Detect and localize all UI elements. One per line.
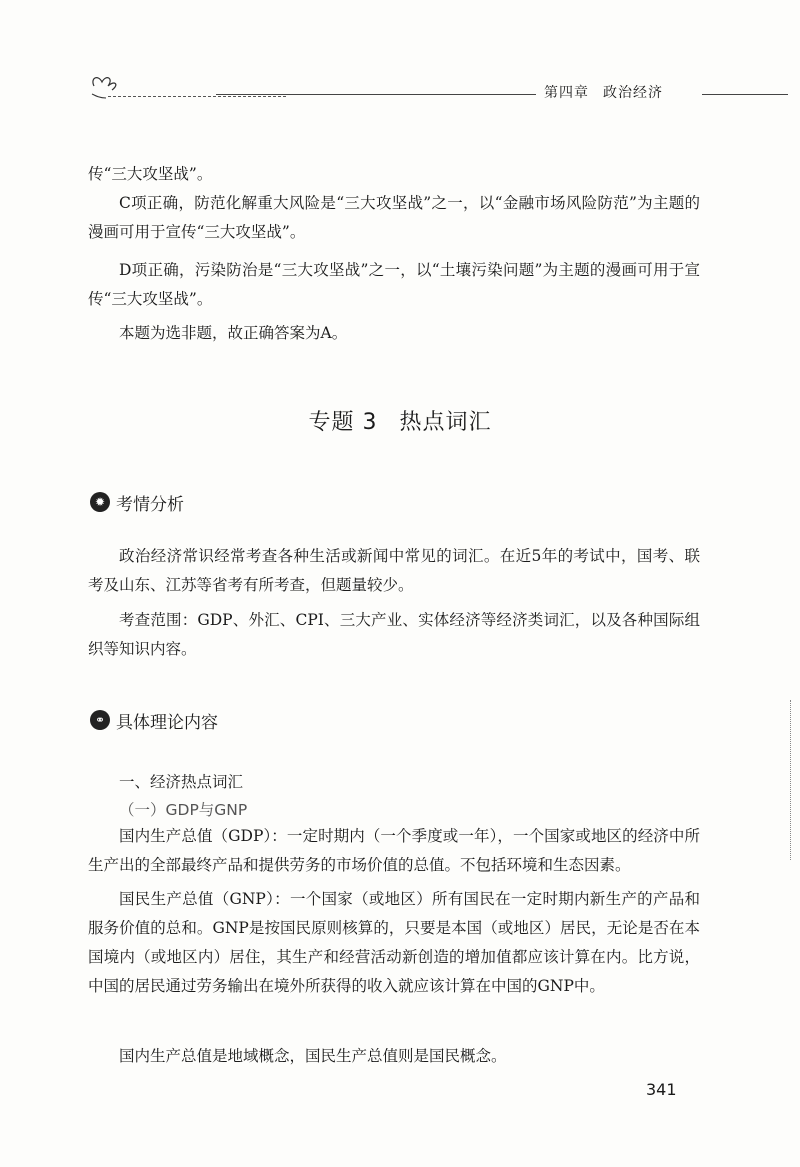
subheading-level1: 一、经济热点词汇 bbox=[119, 773, 244, 791]
running-header bbox=[88, 70, 788, 110]
topic-number: 专题 3 bbox=[308, 410, 378, 435]
link-icon: ⚭ bbox=[90, 710, 110, 730]
subheading-level2: （一）GDP与GNP bbox=[119, 801, 248, 819]
paragraph: C项正确，防范化解重大风险是“三大攻坚战”之一，以“金融市场风险防范”为主题的漫画可用于宣传“三大攻坚战”。 bbox=[88, 194, 700, 241]
paragraph: 政治经济常识经常考查各种生活或新闻中常见的词汇。在近5年的考试中，国考、联考及山东、江苏等省考有所考查，但题量较少。 bbox=[88, 547, 700, 594]
header-rule-middle bbox=[216, 94, 536, 95]
chapter-title: 政治经济 bbox=[603, 85, 663, 101]
header-rule-left bbox=[108, 96, 286, 97]
chapter-number: 第四章 bbox=[544, 85, 589, 101]
paragraph: 本题为选非题，故正确答案为A。 bbox=[119, 324, 348, 342]
paragraph: 考查范围：GDP、外汇、CPI、三大产业、实体经济等经济类词汇，以及各种国际组织等知识内容。 bbox=[88, 611, 700, 658]
sun-icon: ✹ bbox=[90, 492, 110, 512]
paragraph: D项正确，污染防治是“三大攻坚战”之一，以“土壤污染问题”为主题的漫画可用于宣传“三大攻坚战”。 bbox=[88, 261, 700, 308]
paragraph: 国内生产总值（GDP）：一定时期内（一个季度或一年），一个国家或地区的经济中所生产出的全部最终产品和提供劳务的市场价值的总值。不包括环境和生态因素。 bbox=[88, 827, 700, 874]
paragraph: 国民生产总值（GNP）：一个国家（或地区）所有国民在一定时期内新生产的产品和服务价值的总和。GNP是按国民原则核算的，只要是本国（或地区）居民，无论是否在本国境内（或地区内）居住，其生产和经营活动新创造的增加值都应该计算在内。比方说，中国的居民通过劳务输出在境外所获得的收入就应该计算在中国的GNP中。 bbox=[88, 890, 700, 995]
page-number: 341 bbox=[646, 1080, 677, 1099]
section-heading-theory bbox=[90, 708, 218, 732]
paragraph: 传“三大攻坚战”。 bbox=[88, 165, 213, 183]
header-rule-right bbox=[702, 94, 788, 95]
section-title: 考情分析 bbox=[116, 494, 184, 515]
chapter-label bbox=[544, 82, 663, 102]
paragraph: 国内生产总值是地域概念，国民生产总值则是国民概念。 bbox=[119, 1047, 507, 1065]
section-title: 具体理论内容 bbox=[116, 712, 218, 733]
scan-edge-mark bbox=[790, 700, 791, 860]
section-heading-analysis bbox=[90, 490, 184, 514]
topic-title bbox=[0, 405, 800, 436]
topic-name: 热点词汇 bbox=[399, 410, 492, 435]
